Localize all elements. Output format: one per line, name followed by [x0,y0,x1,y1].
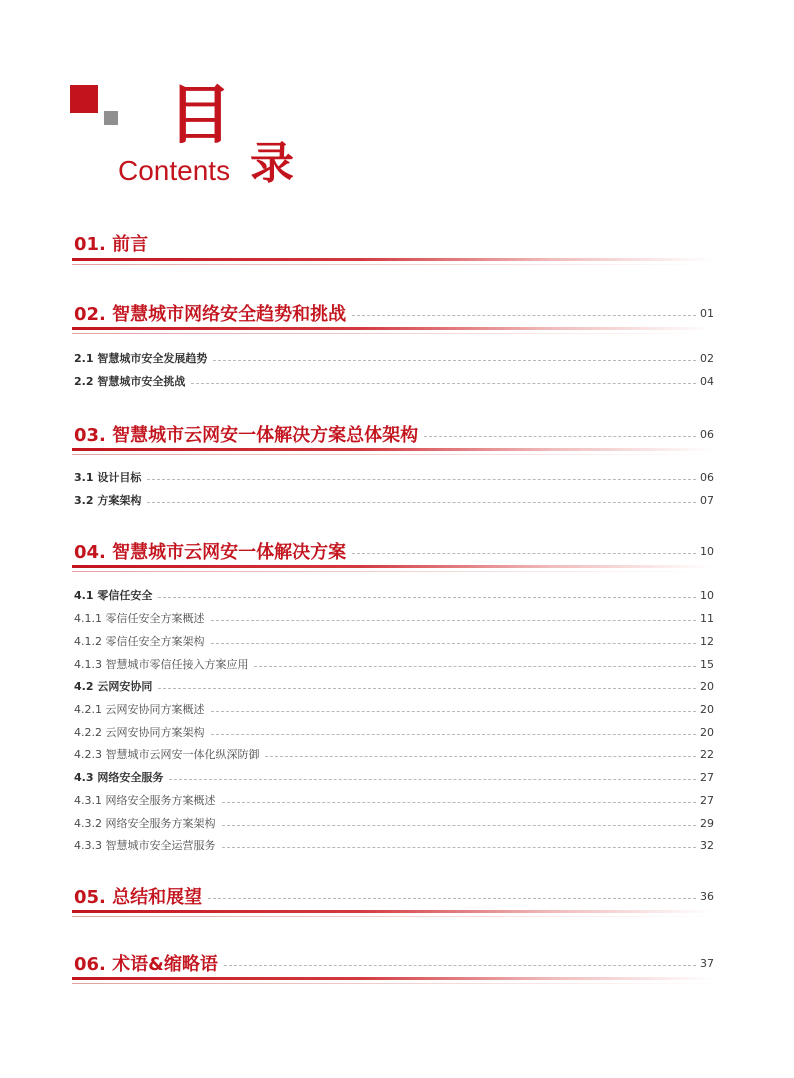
toc-section-03[interactable] [74,421,714,447]
leader-dots [224,965,696,966]
leader-dots [147,479,696,480]
leader-dots [211,711,697,712]
toc-entry-2-1[interactable] [74,350,714,366]
leader-dots [147,502,696,503]
toc-entry-3-1[interactable] [74,469,714,485]
page-title-main: 目 [168,79,232,153]
toc-section-label: 02. 智慧城市网络安全趋势和挑战 [74,304,347,325]
leader-dots [222,802,697,803]
toc-page-number: 04 [700,374,714,388]
section-underline-thin [72,916,712,917]
toc-entry-4-1-2[interactable] [74,633,714,649]
toc-entry-label: 3.1 设计目标 [74,471,142,484]
leader-dots [208,898,696,899]
leader-dots [158,597,696,598]
leader-dots [158,688,696,689]
gray-square-decoration [104,111,118,125]
toc-section-05[interactable] [74,883,714,909]
leader-dots [424,436,696,437]
toc-entry-4-1[interactable] [74,587,714,603]
toc-entry-4-3-1[interactable] [74,792,714,808]
toc-entry-label: 3.2 方案架构 [74,494,142,507]
leader-dots [213,360,696,361]
toc-entry-label: 4.2 云网安协同 [74,680,153,693]
toc-entry-2-2[interactable] [74,373,714,389]
toc-section-06[interactable] [74,950,714,976]
toc-entry-4-2-1[interactable] [74,701,714,717]
toc-page-number: 01 [700,306,714,320]
toc-entry-4-2-3[interactable] [74,746,714,762]
toc-entry-label: 4.3.3 智慧城市安全运营服务 [74,839,216,852]
leader-dots [222,825,697,826]
toc-page-number: 32 [700,838,714,852]
toc-section-label: 06. 术语&缩略语 [74,954,218,975]
toc-page-number: 27 [700,793,714,807]
page-title-second: 录 [250,138,294,189]
toc-entry-3-2[interactable] [74,492,714,508]
section-underline-thin [72,983,712,984]
page-subtitle: Contents [118,155,231,186]
toc-entry-label: 2.1 智慧城市安全发展趋势 [74,352,208,365]
section-underline-thin [72,454,712,455]
leader-dots [191,383,696,384]
section-underline-thin [72,571,712,572]
toc-entry-label: 4.3.2 网络安全服务方案架构 [74,817,216,830]
toc-page-number: 12 [700,634,714,648]
toc-entry-4-1-3[interactable] [74,656,714,672]
toc-entry-label: 4.2.2 云网安协同方案架构 [74,726,205,739]
section-underline [72,910,712,913]
section-underline-thin [72,264,712,265]
section-underline [72,565,712,568]
toc-page-number: 20 [700,679,714,693]
toc-section-02[interactable] [74,300,714,326]
toc-section-label: 04. 智慧城市云网安一体解决方案 [74,542,347,563]
leader-dots [222,847,697,848]
toc-page-number: 15 [700,657,714,671]
toc-entry-label: 4.2.3 智慧城市云网安一体化纵深防御 [74,748,260,761]
toc-entry-label: 4.1.3 智慧城市零信任接入方案应用 [74,658,249,671]
section-underline [72,258,712,261]
toc-section-label: 05. 总结和展望 [74,887,203,908]
toc-page-number: 20 [700,725,714,739]
toc-entry-4-3-3[interactable] [74,837,714,853]
toc-entry-label: 4.1.2 零信任安全方案架构 [74,635,205,648]
section-underline [72,327,712,330]
toc-section-label: 03. 智慧城市云网安一体解决方案总体架构 [74,425,419,446]
toc-page-number: 07 [700,493,714,507]
toc-page-number: 10 [700,588,714,602]
toc-page-number: 02 [700,351,714,365]
toc-entry-label: 2.2 智慧城市安全挑战 [74,375,186,388]
section-underline [72,448,712,451]
toc-entry-4-3[interactable] [74,769,714,785]
toc-entry-4-1-1[interactable] [74,610,714,626]
leader-dots [352,553,696,554]
toc-section-label: 01. 前言 [74,234,149,255]
toc-section-01[interactable] [74,230,714,256]
toc-page-number: 11 [700,611,714,625]
toc-page-number: 22 [700,747,714,761]
section-underline-thin [72,333,712,334]
toc-page-number: 27 [700,770,714,784]
leader-dots [211,734,697,735]
leader-dots [352,315,696,316]
toc-page-number: 06 [700,427,714,441]
red-square-decoration [70,85,98,113]
toc-page-number: 36 [700,889,714,903]
toc-entry-label: 4.3 网络安全服务 [74,771,164,784]
toc-entry-4-2-2[interactable] [74,724,714,740]
toc-page-number: 37 [700,956,714,970]
leader-dots [265,756,696,757]
toc-entry-4-3-2[interactable] [74,815,714,831]
toc-page-number: 10 [700,544,714,558]
toc-entry-label: 4.3.1 网络安全服务方案概述 [74,794,216,807]
section-underline [72,977,712,980]
toc-entry-label: 4.2.1 云网安协同方案概述 [74,703,205,716]
toc-entry-4-2[interactable] [74,678,714,694]
leader-dots [254,666,696,667]
leader-dots [211,643,697,644]
toc-page-number: 20 [700,702,714,716]
toc-section-04[interactable] [74,538,714,564]
toc-page-number: 29 [700,816,714,830]
leader-dots [211,620,697,621]
toc-page-number: 06 [700,470,714,484]
leader-dots [169,779,696,780]
toc-entry-label: 4.1.1 零信任安全方案概述 [74,612,205,625]
toc-entry-label: 4.1 零信任安全 [74,589,153,602]
